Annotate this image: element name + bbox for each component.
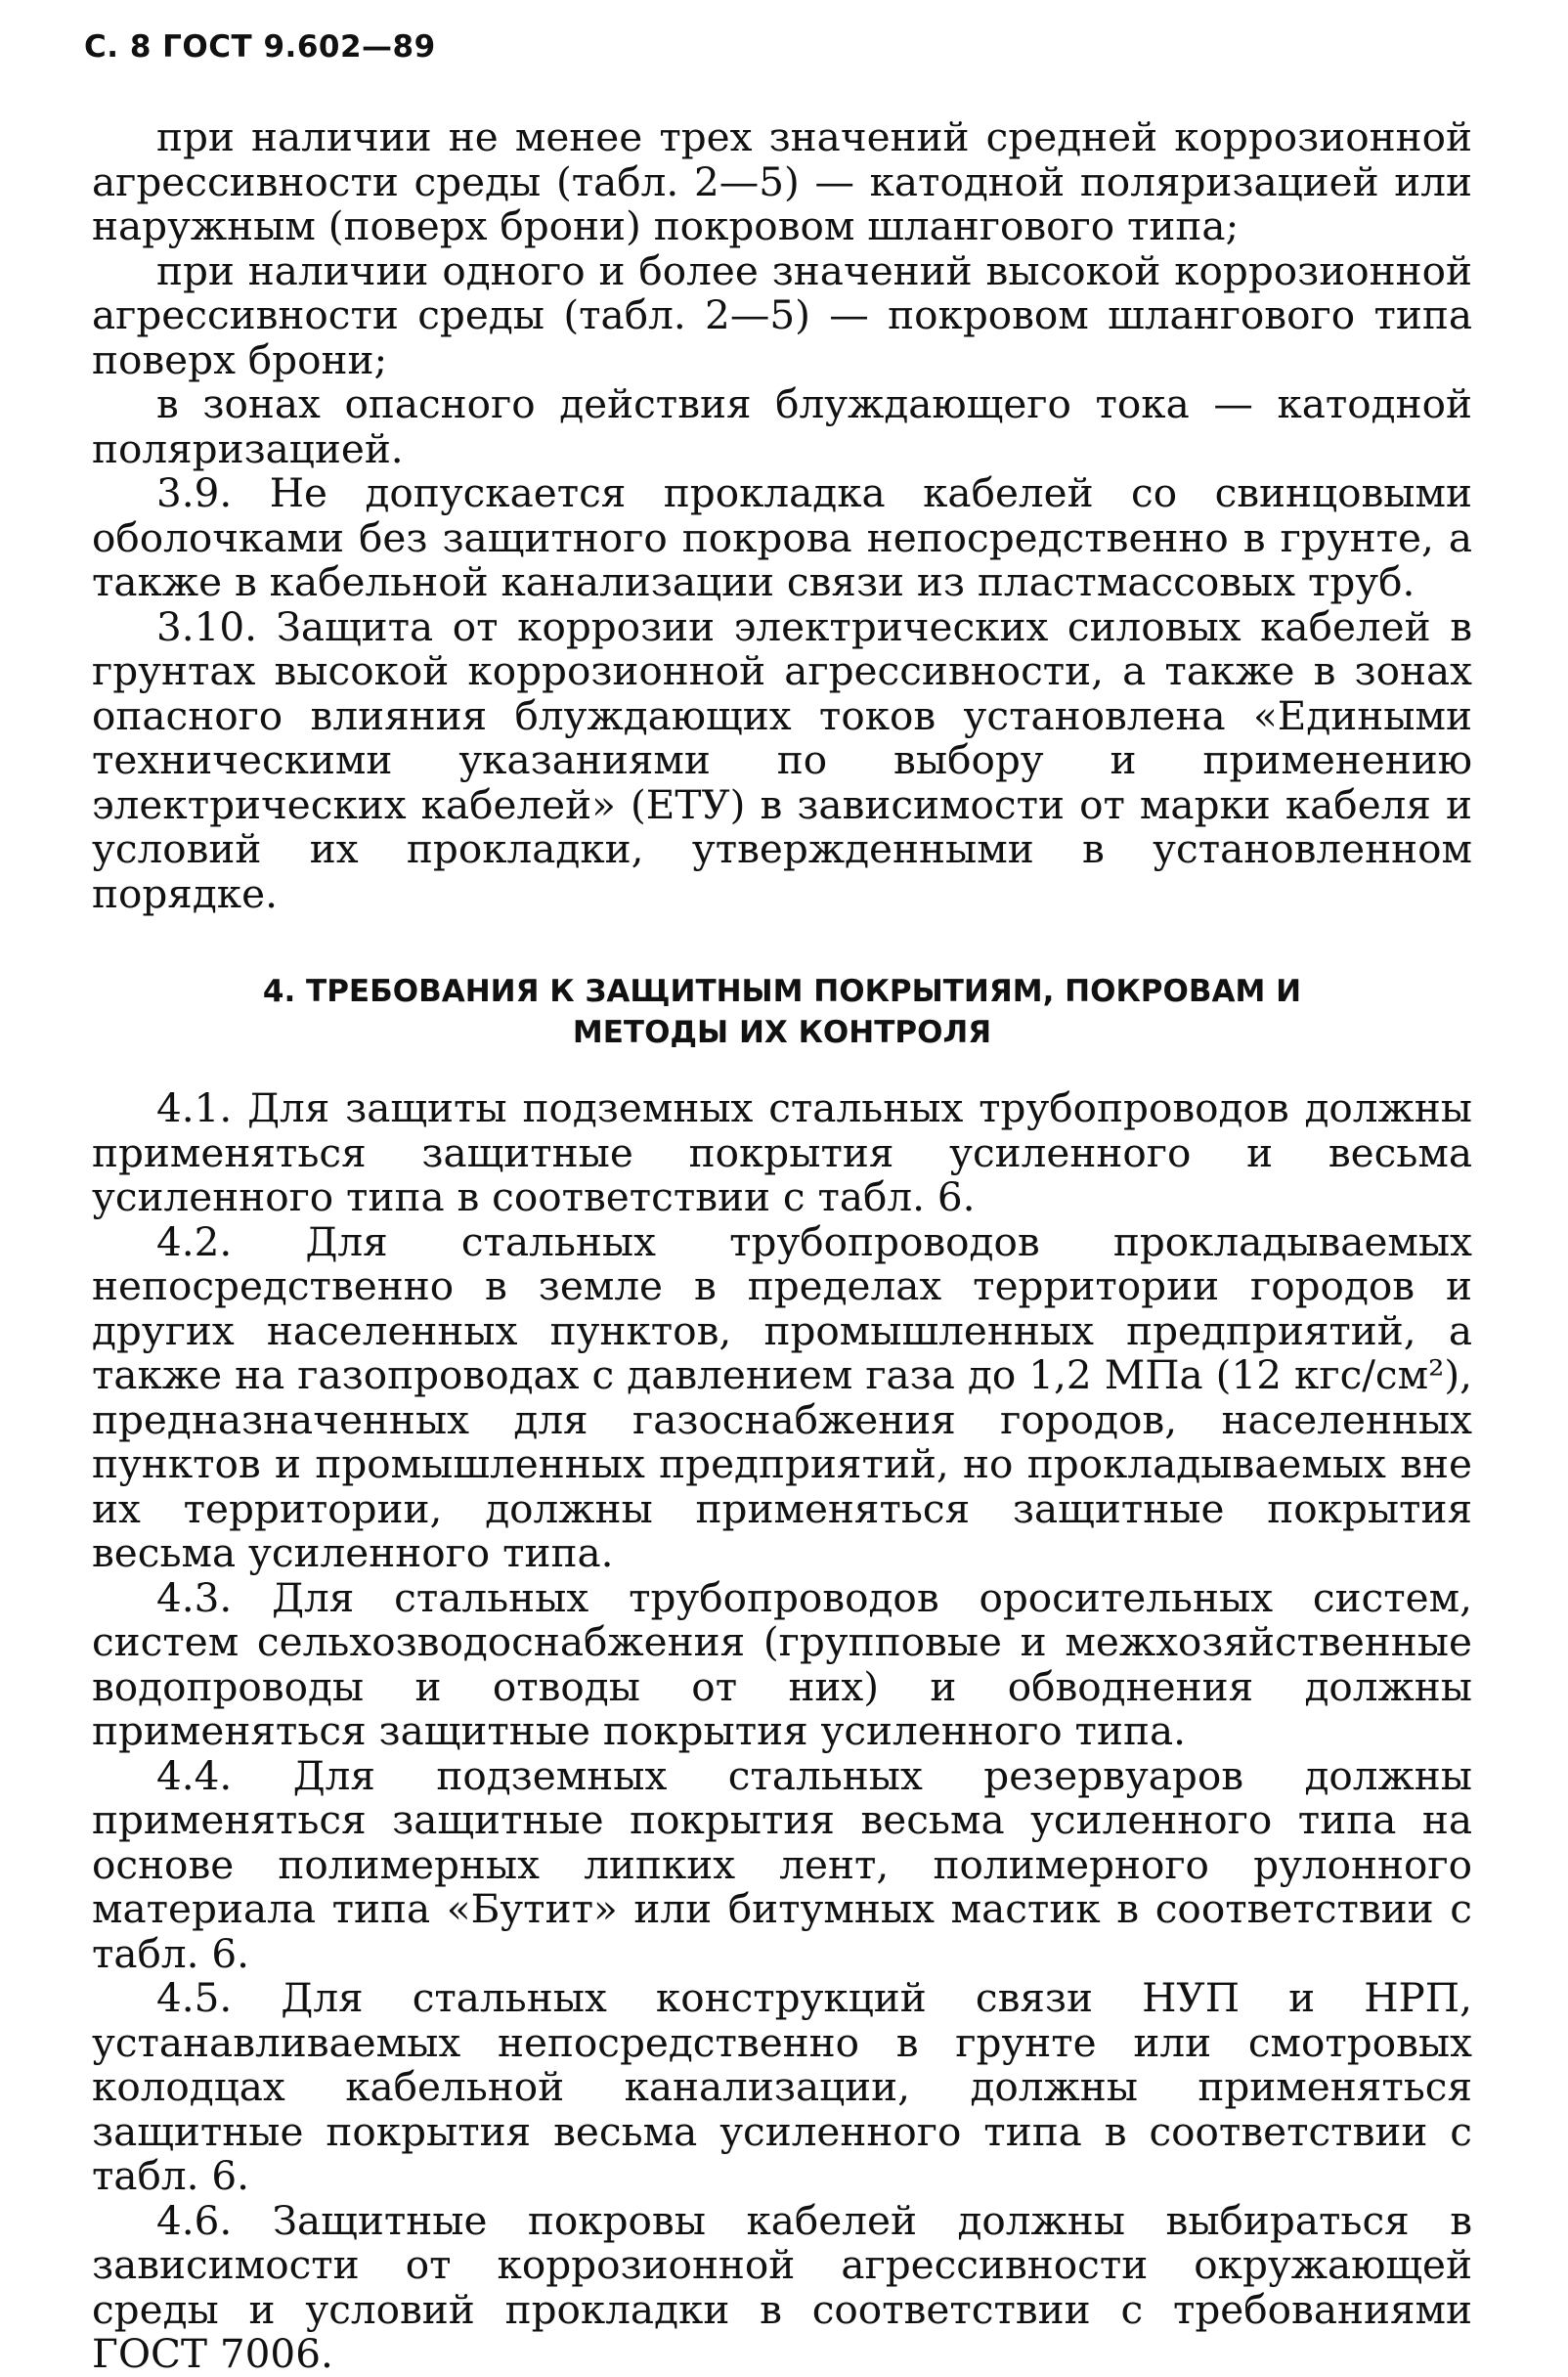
paragraph-4-5: 4.5. Для стальных конструкций связи НУП и НРП, устанавливаемых непосредственно в грунте или смотровых колодцах кабельной канализации, должны применяться защитные покрытия весьма усиленного типа в соответствии с табл. 6.: [92, 1974, 1472, 2199]
paragraph-4-1: 4.1. Для защиты подземных стальных трубопроводов должны применяться защитные покрытия усиленного и весьма усиленного типа в соответствии с табл. 6.: [92, 1084, 1472, 1220]
paragraph-stray-current: в зонах опасного действия блуждающего тока — катодной поляризацией.: [92, 380, 1472, 472]
document-body: [92, 115, 1472, 2377]
paragraph-4-2: 4.2. Для стальных трубопроводов прокладываемых непосредственно в земле в пределах территории городов и других населенных пунктов, промышленных предприятий, а также на газопроводах с давлением газа до 1,2 МПа (12 кгс/см²), предназначенных для газоснабжения городов, населенных пунктов и промышленных предприятий, но прокладываемых вне их территории, должны применяться защитные покрытия весьма усиленного типа.: [92, 1217, 1472, 1576]
paragraph-high-aggressivity: при наличии одного и более значений высокой коррозионной агрессивности среды (табл. 2—5) — покровом шлангового типа поверх брони;: [92, 246, 1472, 383]
section-4-title: 4. ТРЕБОВАНИЯ К ЗАЩИТНЫМ ПОКРЫТИЯМ, ПОКРОВАМ И МЕТОДЫ ИХ КОНТРОЛЯ: [262, 974, 1302, 1050]
paragraph-cathodic-average: при наличии не менее трех значений средней коррозионной агрессивности среды (табл. 2—5) — катодной поляризацией или наружным (поверх брони) покровом шлангового типа;: [92, 113, 1472, 249]
paragraph-4-3: 4.3. Для стальных трубопроводов оросительных систем, систем сельхозводоснабжения (групповые и межхозяйственные водопроводы и отводы от них) и обводнения должны применяться защитные покрытия усиленного типа.: [92, 1573, 1472, 1754]
paragraph-3-10: 3.10. Защита от коррозии электрических силовых кабелей в грунтах высокой коррозионной агрессивности, а также в зонах опасного влияния блуждающих токов установлена «Едиными техническими указаниями по выбору и применению электрических кабелей» (ЕТУ) в зависимости от марки кабеля и условий их прокладки, утвержденными в установленном порядке.: [92, 602, 1472, 917]
paragraph-4-6: 4.6. Защитные покровы кабелей должны выбираться в зависимости от коррозионной агрессивности окружающей среды и условий прокладки в соответствии с требованиями ГОСТ 7006.: [92, 2196, 1472, 2377]
paragraph-4-4: 4.4. Для подземных стальных резервуаров должны применяться защитные покрытия весьма усиленного типа на основе полимерных липких лент, полимерного рулонного материала типа «Бутит» или битумных мастик в соответствии с табл. 6.: [92, 1751, 1472, 1977]
running-header: С. 8 ГОСТ 9.602—89: [84, 29, 436, 65]
paragraph-3-9: 3.9. Не допускается прокладка кабелей со свинцовыми оболочками без защитного покрова непосредственно в грунте, а также в кабельной канализации связи из пластмассовых труб.: [92, 469, 1472, 605]
